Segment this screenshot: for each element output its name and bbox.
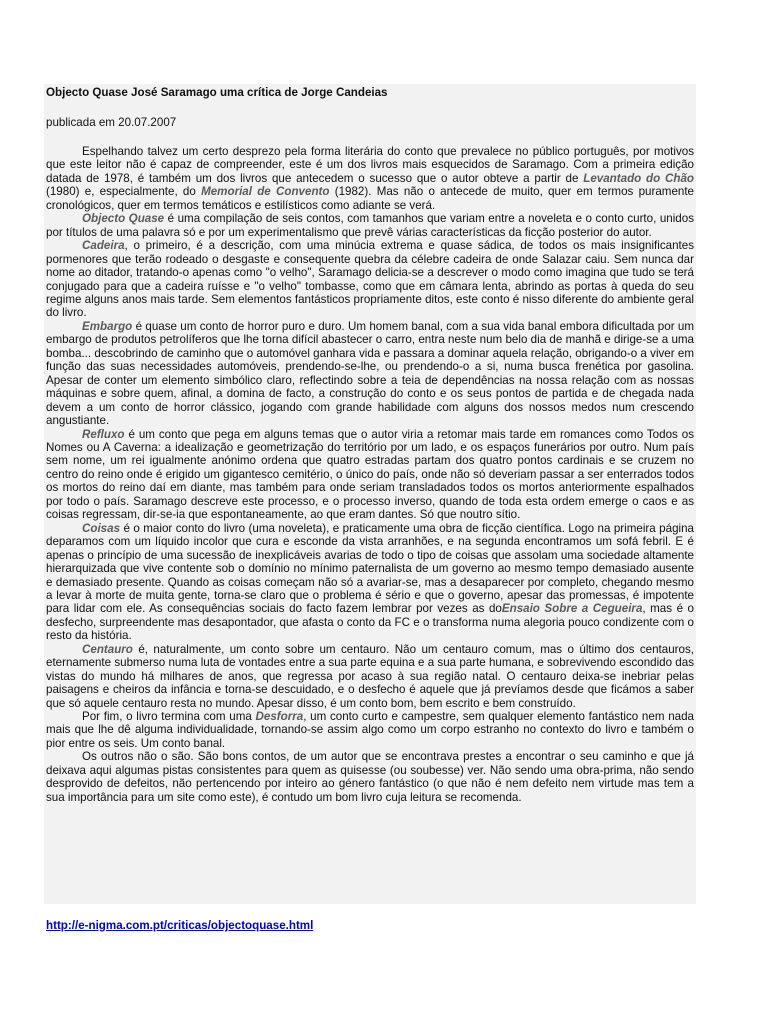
article-title: Objecto Quase José Saramago uma crítica de Jorge Candeias	[46, 86, 388, 99]
paragraph-text: é quase um conto de horror puro e duro. Um homem banal, com a sua vida banal embora dificultada por um embargo de produtos petrolíferos que lhe torna difícil abastecer o carro, entra neste num belo dia de manhã e dirige-se a uma bomba... descobrindo de caminho que o automóvel ganhara vida e passara a dominar aquela relação, obrigando-o a viver em função das suas necessidades automóveis, prendendo-se-lhe, ou prendendo-o a si, numa busca frenética por gasolina. Apesar de conter um elemento simbólico claro, reflectindo sobre a teia de dependências na nossa relação com as nossas máquinas e sobre quem, afinal, a domina de facto, a construção do conto e os seus pontos de partida e de chegada nada devem a um conto de horror clássico, jogando com grande habilidade com alguns dos nossos medos num crescendo angustiante.	[46, 319, 694, 428]
source-link[interactable]: http://e-nigma.com.pt/criticas/objectoquase.html	[46, 919, 314, 932]
article-body	[46, 145, 694, 804]
work-title: Ensaio Sobre a Cegueira	[501, 602, 643, 616]
paragraph-text: Os outros não o são. São bons contos, de um autor que se encontrava prestes a encontrar o seu caminho e que já deixava aqui algumas pistas consistentes para quem as quisesse (ou soubesse) ver. Não sendo uma obra-prima, não sendo desprovido de defeitos, não pertencendo por inteiro ao género fantástico (o que não é nem defeito nem virtude mas tem a sua importância para um site como este), é contudo um bom livro cuja leitura se recomenda.	[46, 750, 694, 804]
publication-date: publicada em 20.07.2007	[46, 116, 177, 129]
paragraph	[46, 239, 694, 320]
paragraph	[46, 522, 694, 643]
paragraph	[46, 428, 694, 522]
work-title: Centauro	[82, 642, 133, 656]
paragraph-text: (1982). Mas não o antecede de muito, quer em termos puramente cronológicos, quer em termos temáticos e estilísticos como adiante se verá.	[46, 185, 695, 212]
paragraph-text: é uma compilação de seis contos, com tamanhos que variam entre a noveleta e o conto curto, unidos por títulos de uma palavra só e por um experimentalismo que prevê várias características da ficção posterior do autor.	[46, 212, 694, 239]
paragraph	[46, 710, 694, 750]
work-title: Embargo	[82, 319, 133, 333]
paragraph	[46, 750, 694, 804]
paragraph-text: é um conto que pega em alguns temas que o autor viria a retomar mais tarde em romances como Todos os Nomes ou A Caverna: a idealização e geometrização do território por um lado, e os espaços funerários por outro. Num país sem nome, um rei igualmente anónimo ordena que quatro estradas partam dos quatro pontos cardinais e se cruzem no centro do reino onde é erigido um gigantesco cemitério, o único do país, onde não só deveriam passar a ser enterrados todos os mortos do reino daí em diante, mas também para onde seriam transladados todos os mortos anteriormente espalhados por todo o país. Saramago descreve este processo, e o processo inverso, quando de toda esta ordem emerge o caos e as coisas regressam, dir-se-ia que espontaneamente, ao que eram dantes. Só que noutro sítio.	[46, 427, 694, 522]
paragraph	[46, 145, 694, 212]
paragraph-text: (1980) e, especialmente, do	[46, 185, 202, 199]
work-title: Coisas	[82, 521, 121, 535]
paragraph-text: é o maior conto do livro (uma noveleta), e praticamente uma obra de ficção científica. Logo na primeira página deparamos com um líquido incolor que cura e esconde da vista arranhões, e na segunda encontramos um sofá febril. E é apenas o princípio de uma sucessão de inexplicáveis avarias de todo o tipo de coisas que assolam uma sociedade altamente hierarquizada que vive contente sob o domínio no mínimo paternalista de um governo ao mesmo tempo demasiado ausente e demasiado presente. Quando as coisas começam não só a avariar-se, mas a desaparecer por completo, chegando mesmo a levar à morte de muita gente, torna-se claro que o problema é sério e que o governo, apesar das promessas, é impotente para lidar com ele. As consequências sociais do facto fazem lembrar por vezes as do	[46, 521, 694, 616]
paragraph-text: , mas é o desfecho, surpreendente mas desapontador, que afasta o conto da FC e o transforma numa alegoria pouco condizente com o resto da história.	[46, 602, 694, 643]
paragraph-text: , o primeiro, é a descrição, com uma minúcia extrema e quase sádica, de todos os mais insignificantes pormenores que terão rodeado o desgaste e consequente quebra da célebre cadeira de onde Salazar caiu. Sem nunca dar nome ao ditador, tratando-o apenas como "o velho", Saramago delicia-se a descrever o modo como imagina que tudo se terá conjugado para que a cadeira ruísse e "o velho" tombasse, como que em câmara lenta, abrindo as portas à queda do seu regime alguns anos mais tarde. Sem elementos fantásticos propriamente ditos, este conto é nisso diferente do ambiente geral do livro.	[46, 239, 694, 320]
work-title: Desforra	[255, 710, 304, 724]
paragraph-text: , um conto curto e campestre, sem qualquer elemento fantástico nem nada mais que lhe dê alguma individualidade, tornando-se assim algo como um corpo estranho no contexto do livro e também o pior entre os seis. Um conto banal.	[46, 710, 694, 750]
paragraph-text: é, naturalmente, um conto sobre um centauro. Não um centauro comum, mas o último dos centauros, eternamente submerso numa luta de vontades entre a sua parte equina e a sua parte humana, e sobrevivendo escondido das vistas do mundo há milhares de anos, que regressa por acaso à sua região natal. O centauro deixa-se inebriar pelas paisagens e cheiros da infância e torna-se descuidado, e o desfecho é aquele que já prevíamos desde que ficámos a saber que só aquele centauro resta no mundo. Apesar disso, é um conto bom, bem escrito e bem construído.	[46, 642, 694, 710]
work-title: Refluxo	[82, 427, 125, 441]
article	[46, 85, 694, 804]
paragraph	[46, 320, 694, 428]
work-title: Objecto Quase	[82, 212, 165, 226]
work-title: Cadeira	[82, 239, 125, 253]
paragraph-text: Por fim, o livro termina com uma	[82, 710, 256, 724]
paragraph	[46, 212, 694, 239]
paragraph-text: Espelhando talvez um certo desprezo pela forma literária do conto que prevalece no público português, por motivos que este leitor não é capaz de compreender, este é um dos livros mais esquecidos de Saramago. Com a primeira edição datada de 1978, é também um dos livros que antecedem o sucesso que o autor obteve a partir de	[46, 145, 694, 185]
work-title: Levantado do Chão	[583, 171, 694, 185]
paragraph	[46, 643, 694, 710]
work-title: Memorial de Convento	[201, 185, 330, 199]
